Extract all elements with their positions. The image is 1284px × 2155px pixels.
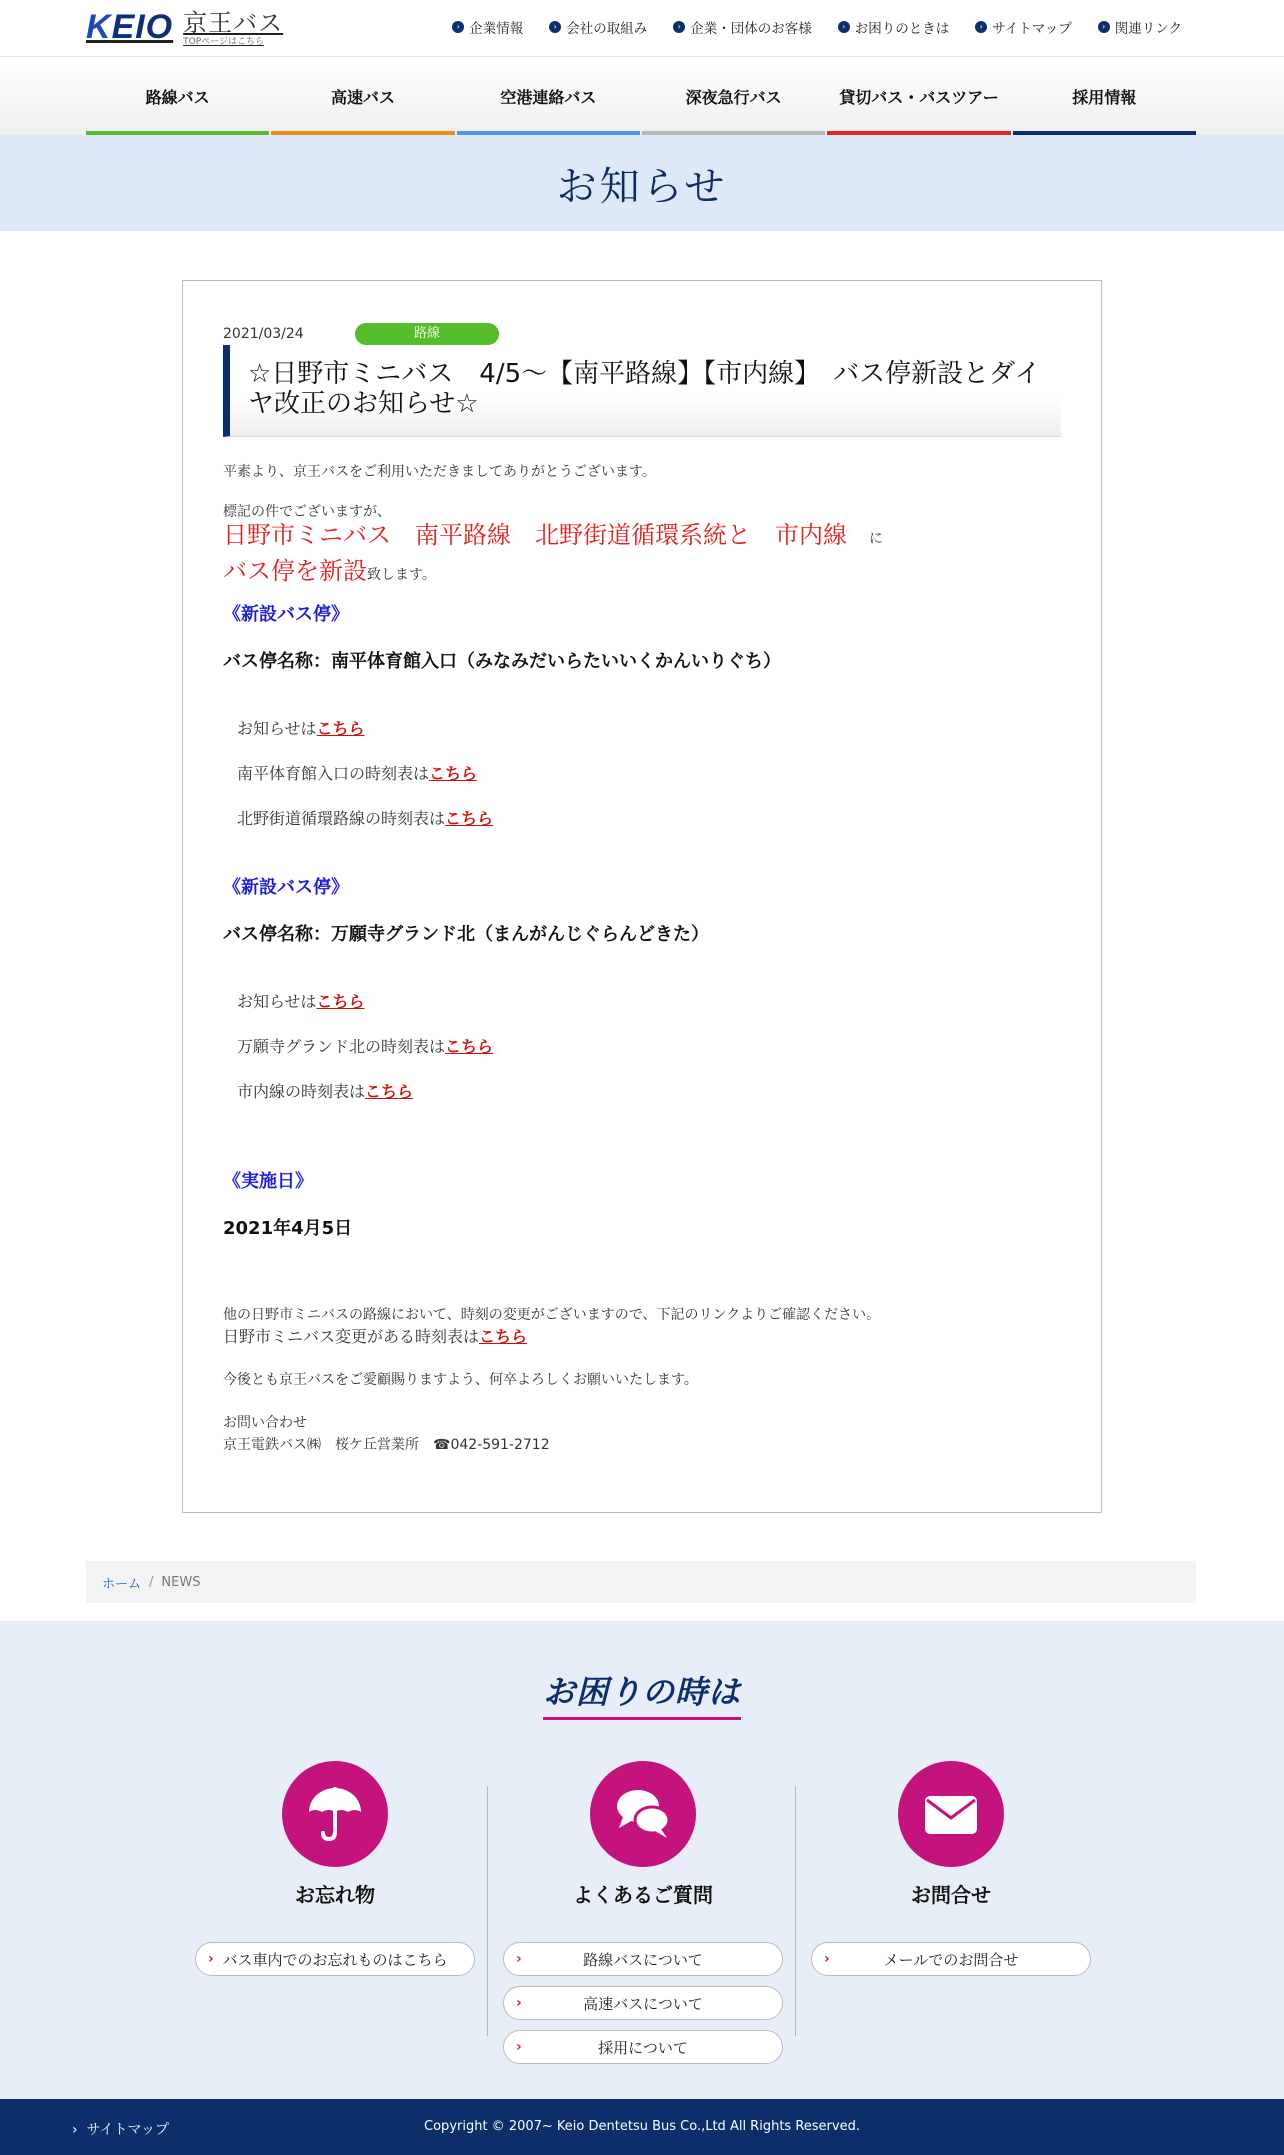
- help-label-contact: お問合せ: [911, 1883, 991, 1907]
- highlight-red-text: 日野市ミニバス 南平路線 北野街道循環系統と 市内線: [223, 521, 847, 549]
- breadcrumb-current: NEWS: [161, 1574, 201, 1590]
- stop-name-1: バス停名称：南平体育館入口（みなみだいらたいいくかんいりぐち）: [223, 651, 781, 672]
- chat-bubbles-icon: [590, 1761, 696, 1867]
- contact-info: 京王電鉄バス㈱ 桜ケ丘営業所 ☎042-591-2712: [223, 1437, 550, 1453]
- article-title: ☆日野市ミニバス 4/5〜【南平路線】【市内線】 バス停新設とダイヤ改正のお知らせ☆: [248, 359, 1041, 419]
- nav-item-charter-bus[interactable]: 貸切バス・バスツアー: [827, 57, 1010, 135]
- util-link-corporate-customers[interactable]: [673, 17, 812, 37]
- closing-text: 今後とも京王バスをご愛顧賜りますよう、何卒よろしくお願いいたします。: [223, 1372, 698, 1388]
- email-contact-button[interactable]: [811, 1942, 1091, 1976]
- link-line: [223, 716, 365, 739]
- intro-text: 標記の件でございますが、: [223, 504, 391, 520]
- implementation-heading: 《実施日》: [223, 1171, 313, 1192]
- util-link-related[interactable]: [1098, 17, 1182, 37]
- button-label: バス車内でのお忘れものはこちら: [222, 1950, 448, 1969]
- page-title: お知らせ: [556, 163, 728, 210]
- button-label: 路線バスについて: [583, 1950, 703, 1969]
- link-line-text: お知らせは: [237, 992, 317, 1011]
- umbrella-icon: [282, 1761, 388, 1867]
- util-link-label: 会社の取組み: [566, 21, 648, 37]
- footer-sitemap-label: サイトマップ: [86, 2122, 169, 2138]
- logo-top-page-link-text: TOPページはこちら: [183, 37, 264, 47]
- faq-recruit-button[interactable]: [503, 2030, 783, 2064]
- link-line: [223, 1079, 413, 1102]
- main-nav-items: [86, 57, 1196, 135]
- help-title-wrap: [0, 1667, 1284, 1720]
- news-article: [182, 280, 1102, 1513]
- chevron-right-circle-icon: ›: [975, 21, 987, 33]
- greeting-text: 平素より、京王バスをご利用いただきましてありがとうございます。: [223, 464, 656, 480]
- logo-japanese-name: 京王バス: [183, 9, 284, 37]
- nav-item-late-night-bus[interactable]: 深夜急行バス: [642, 57, 825, 135]
- help-section: [0, 1621, 1284, 2099]
- link-line-text: 北野街道循環路線の時刻表は: [237, 809, 446, 828]
- contact-label: お問い合わせ: [223, 1415, 307, 1431]
- help-divider: [795, 1786, 796, 2036]
- breadcrumb: [86, 1561, 1196, 1603]
- top-header: [0, 0, 1284, 57]
- other-changes-note: 他の日野市ミニバスの路線において、時刻の変更がございますので、下記のリンクよりご確認ください。: [223, 1307, 881, 1323]
- util-link-label: サイトマップ: [992, 21, 1072, 37]
- util-link-label: 関連リンク: [1114, 21, 1182, 37]
- highlight-line-2: [223, 551, 436, 586]
- category-badge: 路線: [355, 323, 499, 345]
- help-col-faq: [503, 1761, 783, 2064]
- link-line: [223, 989, 365, 1012]
- help-col-contact: [811, 1761, 1091, 1976]
- link-line-text: 南平体育館入口の時刻表は: [237, 764, 430, 783]
- util-link-label: 企業・団体のお客様: [690, 21, 812, 37]
- button-label: 高速バスについて: [583, 1994, 703, 2013]
- link-line: [223, 1034, 493, 1057]
- chevron-right-circle-icon: ›: [452, 21, 464, 33]
- chevron-right-circle-icon: ›: [673, 21, 685, 33]
- link-line-text: 日野市ミニバス変更がある時刻表は: [223, 1327, 480, 1346]
- chevron-right-icon: ›: [516, 2039, 522, 2055]
- article-title-box: [223, 345, 1061, 437]
- lost-items-button[interactable]: [195, 1942, 475, 1976]
- article-meta: [223, 323, 499, 345]
- highlight-red-text: バス停を新設: [223, 557, 367, 585]
- button-label: メールでのお問合せ: [883, 1950, 1019, 1969]
- highlight-line-1: [223, 515, 883, 550]
- nav-item-recruit[interactable]: 採用情報: [1013, 57, 1196, 135]
- util-link-help[interactable]: [838, 17, 950, 37]
- breadcrumb-home[interactable]: ホーム: [102, 1576, 142, 1592]
- chevron-right-circle-icon: ›: [838, 21, 850, 33]
- article-date: 2021/03/24: [223, 326, 304, 342]
- site-logo[interactable]: [86, 10, 283, 50]
- stop-name-2: バス停名称：万願寺グランド北（まんがんじぐらんどきた）: [223, 924, 709, 945]
- logo-text-group: [183, 10, 283, 47]
- footer: [0, 2099, 1284, 2155]
- chevron-right-circle-icon: ›: [1098, 21, 1110, 33]
- page-title-banner: [0, 135, 1284, 231]
- link-line-text: お知らせは: [237, 719, 317, 738]
- copyright-text: Copyright © 2007~ Keio Dentetsu Bus Co.,Ltd All Rights Reserved.: [424, 2119, 860, 2134]
- help-col-lost-items: [195, 1761, 475, 1976]
- timetable-link-city-line[interactable]: こちら: [365, 1082, 414, 1101]
- util-link-sitemap[interactable]: [975, 17, 1072, 37]
- link-line: [223, 806, 493, 829]
- help-label-faq: よくあるご質問: [573, 1883, 713, 1907]
- highlight-particle: に: [869, 531, 883, 547]
- timetable-link-manganji[interactable]: こちら: [445, 1037, 494, 1056]
- timetable-link-minamidaira[interactable]: こちら: [429, 764, 478, 783]
- nav-item-route-bus[interactable]: 路線バス: [86, 57, 269, 135]
- help-title: お困りの時は: [543, 1667, 741, 1720]
- help-divider: [487, 1786, 488, 2036]
- main-nav: [0, 57, 1284, 135]
- faq-route-bus-button[interactable]: [503, 1942, 783, 1976]
- link-line-text: 万願寺グランド北の時刻表は: [237, 1037, 446, 1056]
- help-label-lost-items: お忘れ物: [295, 1883, 375, 1907]
- chevron-right-icon: ›: [72, 2122, 87, 2138]
- util-link-label: お困りのときは: [854, 21, 950, 37]
- link-line: [223, 761, 477, 784]
- utility-nav: [452, 17, 1182, 37]
- faq-highway-bus-button[interactable]: [503, 1986, 783, 2020]
- chevron-right-circle-icon: ›: [549, 21, 561, 33]
- nav-item-airport-bus[interactable]: 空港連絡バス: [457, 57, 640, 135]
- other-timetable-link[interactable]: こちら: [479, 1327, 528, 1346]
- util-link-company[interactable]: [452, 17, 523, 37]
- breadcrumb-separator: /: [149, 1574, 154, 1590]
- other-changes-link-line: [223, 1324, 527, 1347]
- implementation-date: 2021年4月5日: [223, 1218, 353, 1239]
- chevron-right-icon: ›: [824, 1951, 830, 1967]
- envelope-icon: [898, 1761, 1004, 1867]
- new-stop-heading-2: 《新設バス停》: [223, 877, 349, 898]
- nav-item-highway-bus[interactable]: 高速バス: [271, 57, 454, 135]
- highlight-suffix: 致します。: [367, 567, 436, 583]
- notice-link-2[interactable]: こちら: [316, 992, 365, 1011]
- notice-link-1[interactable]: こちら: [316, 719, 365, 738]
- new-stop-heading-1: 《新設バス停》: [223, 604, 349, 625]
- chevron-right-icon: ›: [208, 1951, 214, 1967]
- util-link-label: 企業情報: [469, 21, 524, 37]
- button-label: 採用について: [598, 2038, 688, 2057]
- chevron-right-icon: ›: [516, 1951, 522, 1967]
- util-link-initiatives[interactable]: [549, 17, 647, 37]
- chevron-right-icon: ›: [516, 1995, 522, 2011]
- link-line-text: 市内線の時刻表は: [237, 1082, 366, 1101]
- timetable-link-kitano-kaido[interactable]: こちら: [445, 809, 494, 828]
- logo-keio-wordmark: KEIO: [86, 8, 174, 46]
